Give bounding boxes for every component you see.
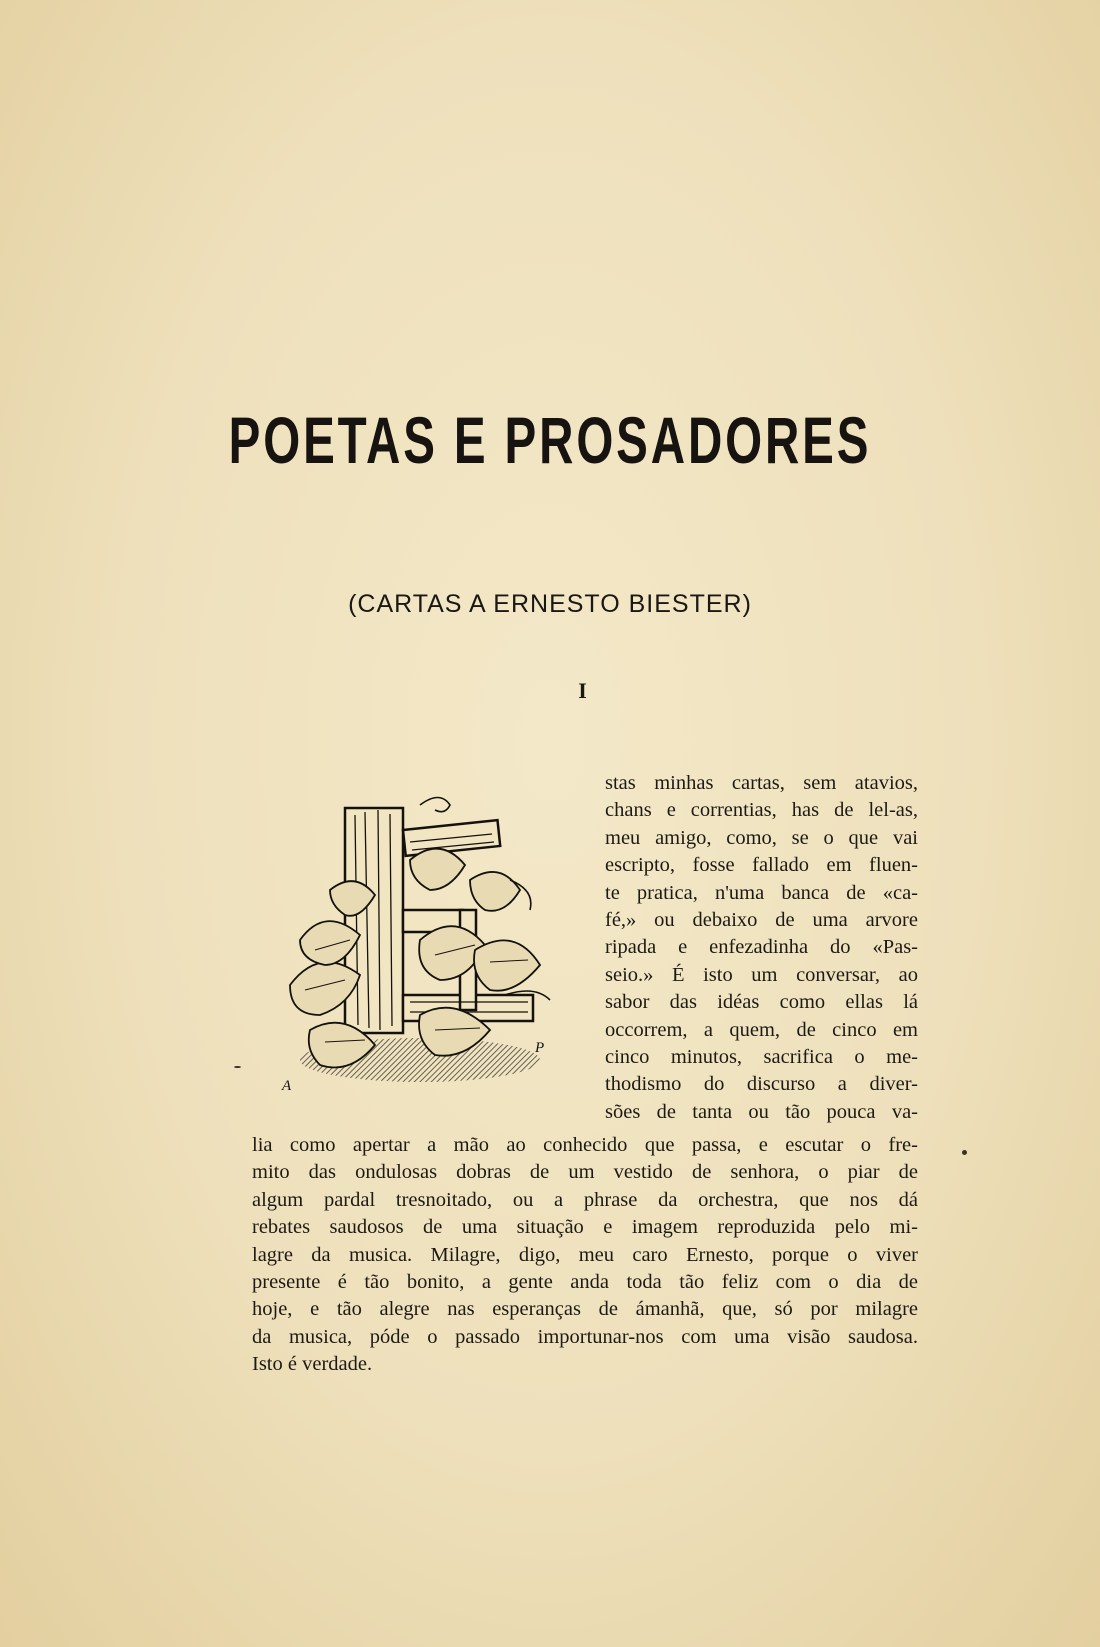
- paper-speck: [962, 1150, 967, 1155]
- text-line: presente é tão bonito, a gente anda toda tão feliz com o dia de: [252, 1271, 918, 1294]
- text-line: stas minhas cartas, sem atavios,: [605, 772, 918, 794]
- text-line: escripto, fosse fallado em fluen-: [605, 854, 918, 877]
- text-line: da musica, póde o passado importunar-nos com uma visão saudosa.: [252, 1325, 918, 1348]
- text-line: hoje, e tão alegre nas esperanças de ámanhã, que, só por milagre: [252, 1298, 918, 1321]
- engraver-mark-right: P: [535, 1040, 545, 1056]
- dropcap-letter-e: [345, 808, 533, 1033]
- text-line: mito das ondulosas dobras de um vestido de senhora, o piar de: [252, 1161, 918, 1184]
- page-title: POETAS E PROSADORES: [228, 403, 872, 477]
- text-line: sões de tanta ou tão pouca va-: [605, 1100, 918, 1123]
- body-wrapped-text: [605, 770, 918, 1126]
- text-line: thodismo do discurso a diver-: [605, 1073, 918, 1096]
- text-line: cinco minutos, sacrifica o me-: [605, 1046, 918, 1069]
- text-line: meu amigo, como, se o que vai: [605, 826, 918, 849]
- engraver-mark-left: A: [282, 1078, 292, 1094]
- text-line: ripada e enfezadinha do «Pas-: [605, 936, 918, 959]
- text-line: fé,» ou debaixo de uma arvore: [605, 909, 918, 932]
- paper-speck: [234, 1066, 241, 1068]
- text-line: seio.» É isto um conversar, ao: [605, 963, 918, 986]
- text-line: lia como apertar a mão ao conhecido que passa, e escutar o fre-: [252, 1134, 918, 1156]
- text-line: te pratica, n'uma banca de «ca-: [605, 881, 918, 904]
- text-line: sabor das idéas como ellas lá: [605, 991, 918, 1014]
- text-line: Isto é verdade.: [252, 1353, 373, 1376]
- dropcap-illustration: [270, 790, 580, 1105]
- page-subtitle: (CARTAS A ERNESTO BIESTER): [348, 590, 752, 618]
- body-full-text: [252, 1132, 918, 1379]
- text-line: occorrem, a quem, de cinco em: [605, 1018, 918, 1041]
- section-numeral: I: [578, 678, 587, 703]
- text-line: chans e correntias, has de lel-as,: [605, 799, 918, 822]
- text-line: rebates saudosos de uma situação e imagem reproduzida pelo mi-: [252, 1216, 918, 1239]
- text-line: lagre da musica. Milagre, digo, meu caro Ernesto, porque o viver: [252, 1243, 918, 1266]
- text-line: algum pardal tresnoitado, ou a phrase da orchestra, que nos dá: [252, 1188, 918, 1211]
